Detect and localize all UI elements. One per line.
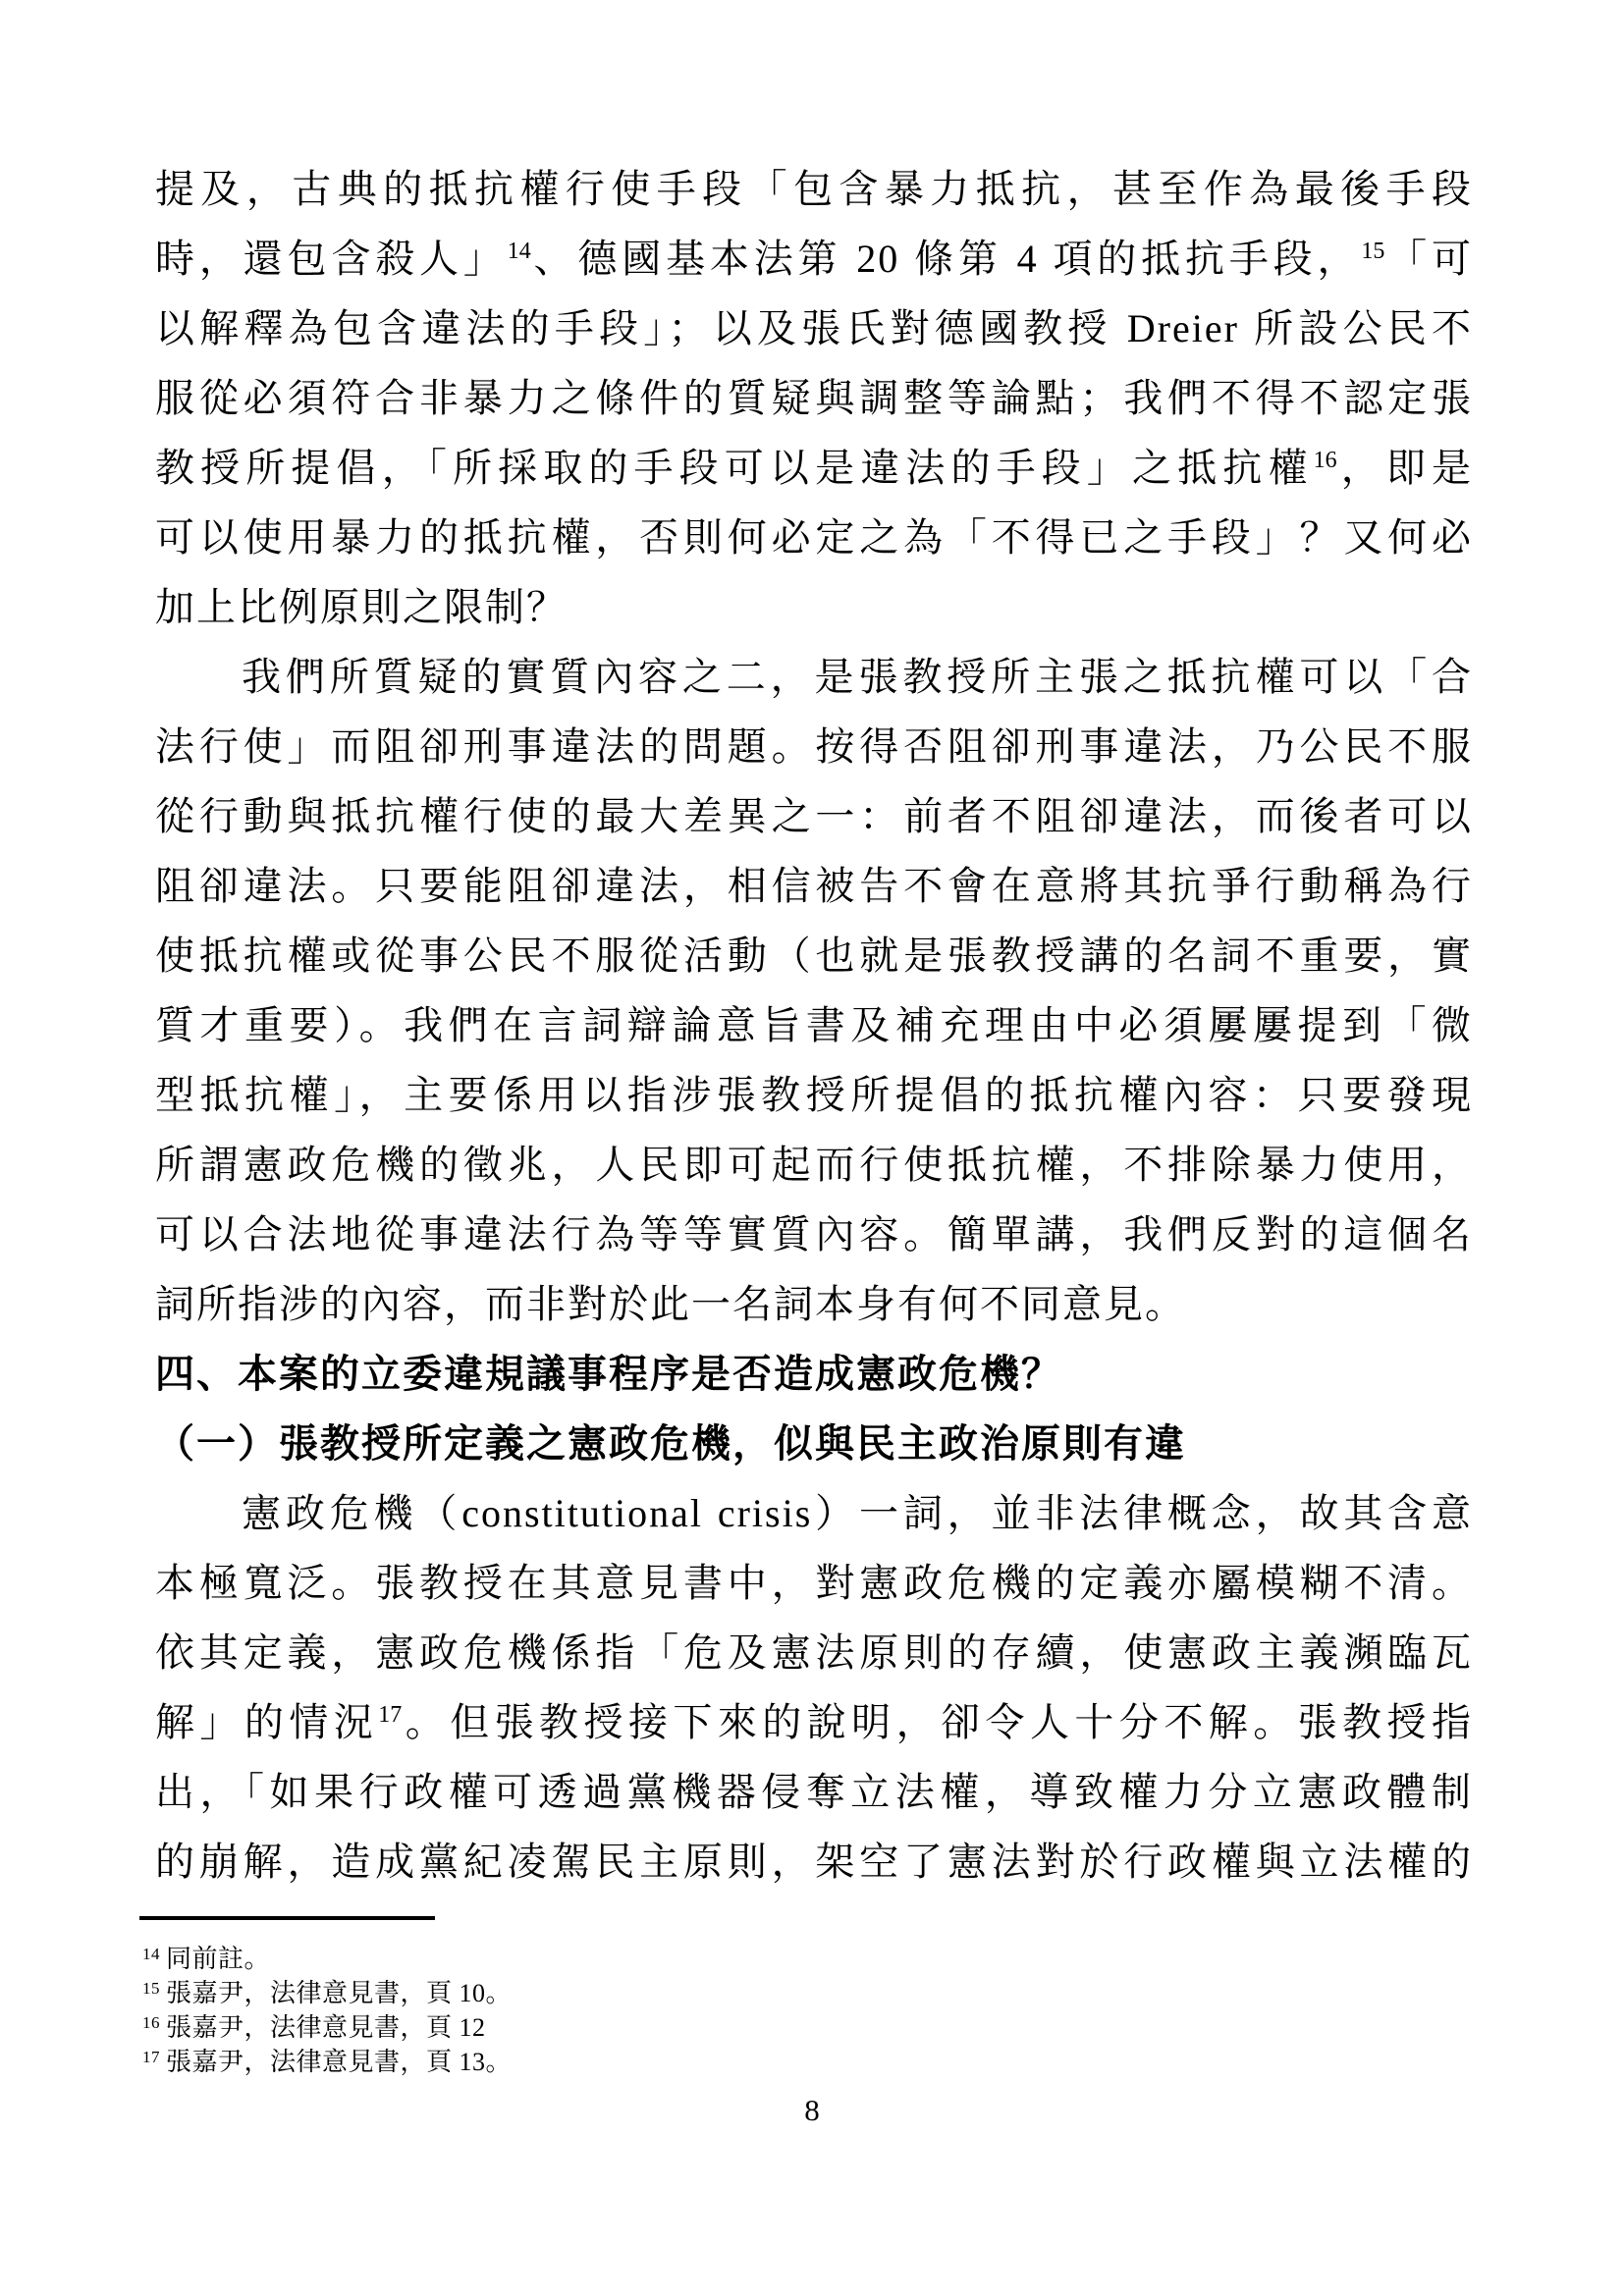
- body-line: [155, 642, 1473, 712]
- text-segment: 解」的情況: [155, 1700, 379, 1744]
- text-segment: 的崩解，造成黨紀凌駕民主原則，架空了憲法對於行政權與立法權的: [155, 1840, 1473, 1884]
- text-segment: 以解釋為包含違法的手段」；以及張氏對德國教授 Dreier 所設公民不: [155, 306, 1473, 350]
- text-segment: ，即是: [1336, 446, 1474, 490]
- text-segment: 可以使用暴力的抵抗權，否則何必定之為「不得已之手段」？又何必: [155, 515, 1473, 560]
- footnote-number: 16: [142, 2013, 160, 2032]
- text-segment: 阻卻違法。只要能阻卻違法，相信被告不會在意將其抗爭行動稱為行: [155, 864, 1473, 908]
- footnote-number: 15: [142, 1979, 160, 1998]
- body-line: [155, 712, 1473, 781]
- footnote-ref: 17: [378, 1702, 403, 1728]
- body-line: [155, 154, 1473, 224]
- body-line: [155, 224, 1473, 294]
- text-segment: （一）張教授所定義之憲政危機，似與民主政治原則有違: [155, 1421, 1186, 1466]
- subsection-heading: [155, 1409, 1473, 1478]
- text-segment: 從行動與抵抗權行使的最大差異之一：前者不阻卻違法，而後者可以: [155, 794, 1473, 838]
- text-segment: 憲政危機（constitutional crisis）一詞，並非法律概念，故其含意: [242, 1491, 1473, 1535]
- footnote-ref: 16: [1313, 448, 1337, 473]
- footnote-text: 張嘉尹，法律意見書，頁 10。: [166, 1979, 513, 2007]
- text-segment: 可以合法地從事違法行為等等實質內容。簡單講，我們反對的這個名: [155, 1212, 1473, 1256]
- text-segment: 提及，古典的抵抗權行使手段「包含暴力抵抗，甚至作為最後手段: [155, 167, 1473, 211]
- text-segment: 加上比例原則之限制？: [155, 585, 568, 629]
- body-line: [155, 1548, 1473, 1618]
- footnote-text: 張嘉尹，法律意見書，頁 12: [166, 2013, 486, 2042]
- text-segment: 所謂憲政危機的徵兆，人民即可起而行使抵抗權，不排除暴力使用，: [155, 1143, 1473, 1187]
- footnote-item: [142, 2045, 1026, 2079]
- text-segment: 詞所指涉的內容，而非對於此一名詞本身有何不同意見。: [155, 1282, 1186, 1326]
- body-line: [155, 921, 1473, 990]
- text-segment: 、德國基本法第 20 條第 4 項的抵抗手段，: [530, 237, 1362, 281]
- footnote-separator: [139, 1916, 435, 1920]
- footnote-text: 同前註。: [166, 1945, 271, 1973]
- text-segment: 四、本案的立委違規議事程序是否造成憲政危機？: [155, 1352, 1062, 1396]
- body-line: [155, 1827, 1473, 1896]
- body-line: [155, 1757, 1473, 1827]
- footnote-item: [142, 1942, 1026, 1976]
- body-line: [155, 572, 1473, 642]
- body-line: [155, 363, 1473, 433]
- text-segment: 教授所提倡，「所採取的手段可以是違法的手段」之抵抗權: [155, 446, 1314, 490]
- body-line: [155, 1269, 1473, 1339]
- text-segment: 服從必須符合非暴力之條件的質疑與調整等論點；我們不得不認定張: [155, 376, 1473, 420]
- footnote-item: [142, 1976, 1026, 2010]
- footnotes: [142, 1942, 1026, 2079]
- footnote-ref: 14: [507, 239, 531, 264]
- footnote-text: 張嘉尹，法律意見書，頁 13。: [166, 2048, 513, 2076]
- section-heading: [155, 1339, 1473, 1409]
- body-line: [155, 1200, 1473, 1269]
- body-text: [155, 154, 1473, 1896]
- body-line: [155, 1687, 1473, 1757]
- text-segment: 「可: [1384, 237, 1474, 281]
- body-line: [155, 781, 1473, 851]
- text-segment: 。但張教授接下來的說明，卻令人十分不解。張教授指: [402, 1700, 1474, 1744]
- body-line: [155, 1618, 1473, 1687]
- body-line: [155, 503, 1473, 572]
- footnote-number: 17: [142, 2048, 160, 2066]
- body-line: [155, 433, 1473, 503]
- body-line: [155, 1060, 1473, 1130]
- body-line: [155, 294, 1473, 363]
- footnote-ref: 15: [1361, 239, 1385, 264]
- text-segment: 時，還包含殺人」: [155, 237, 508, 281]
- text-segment: 我們所質疑的實質內容之二，是張教授所主張之抵抗權可以「合: [242, 655, 1473, 699]
- footnote-number: 14: [142, 1945, 160, 1963]
- body-line: [155, 851, 1473, 921]
- text-segment: 質才重要）。我們在言詞辯論意旨書及補充理由中必須屢屢提到「微: [155, 1003, 1473, 1047]
- body-line: [155, 990, 1473, 1060]
- body-line: [155, 1478, 1473, 1548]
- footnote-item: [142, 2010, 1026, 2045]
- body-line: [155, 1130, 1473, 1200]
- text-segment: 依其定義，憲政危機係指「危及憲法原則的存續，使憲政主義瀕臨瓦: [155, 1630, 1473, 1675]
- text-segment: 出，「如果行政權可透過黨機器侵奪立法權，導致權力分立憲政體制: [155, 1770, 1473, 1814]
- text-segment: 使抵抗權或從事公民不服從活動（也就是張教授講的名詞不重要，實: [155, 934, 1473, 978]
- text-segment: 法行使」而阻卻刑事違法的問題。按得否阻卻刑事違法，乃公民不服: [155, 724, 1473, 769]
- text-segment: 本極寬泛。張教授在其意見書中，對憲政危機的定義亦屬模糊不清。: [155, 1561, 1473, 1605]
- page-number: 8: [804, 2093, 820, 2127]
- text-segment: 型抵抗權」，主要係用以指涉張教授所提倡的抵抗權內容：只要發現: [155, 1073, 1473, 1117]
